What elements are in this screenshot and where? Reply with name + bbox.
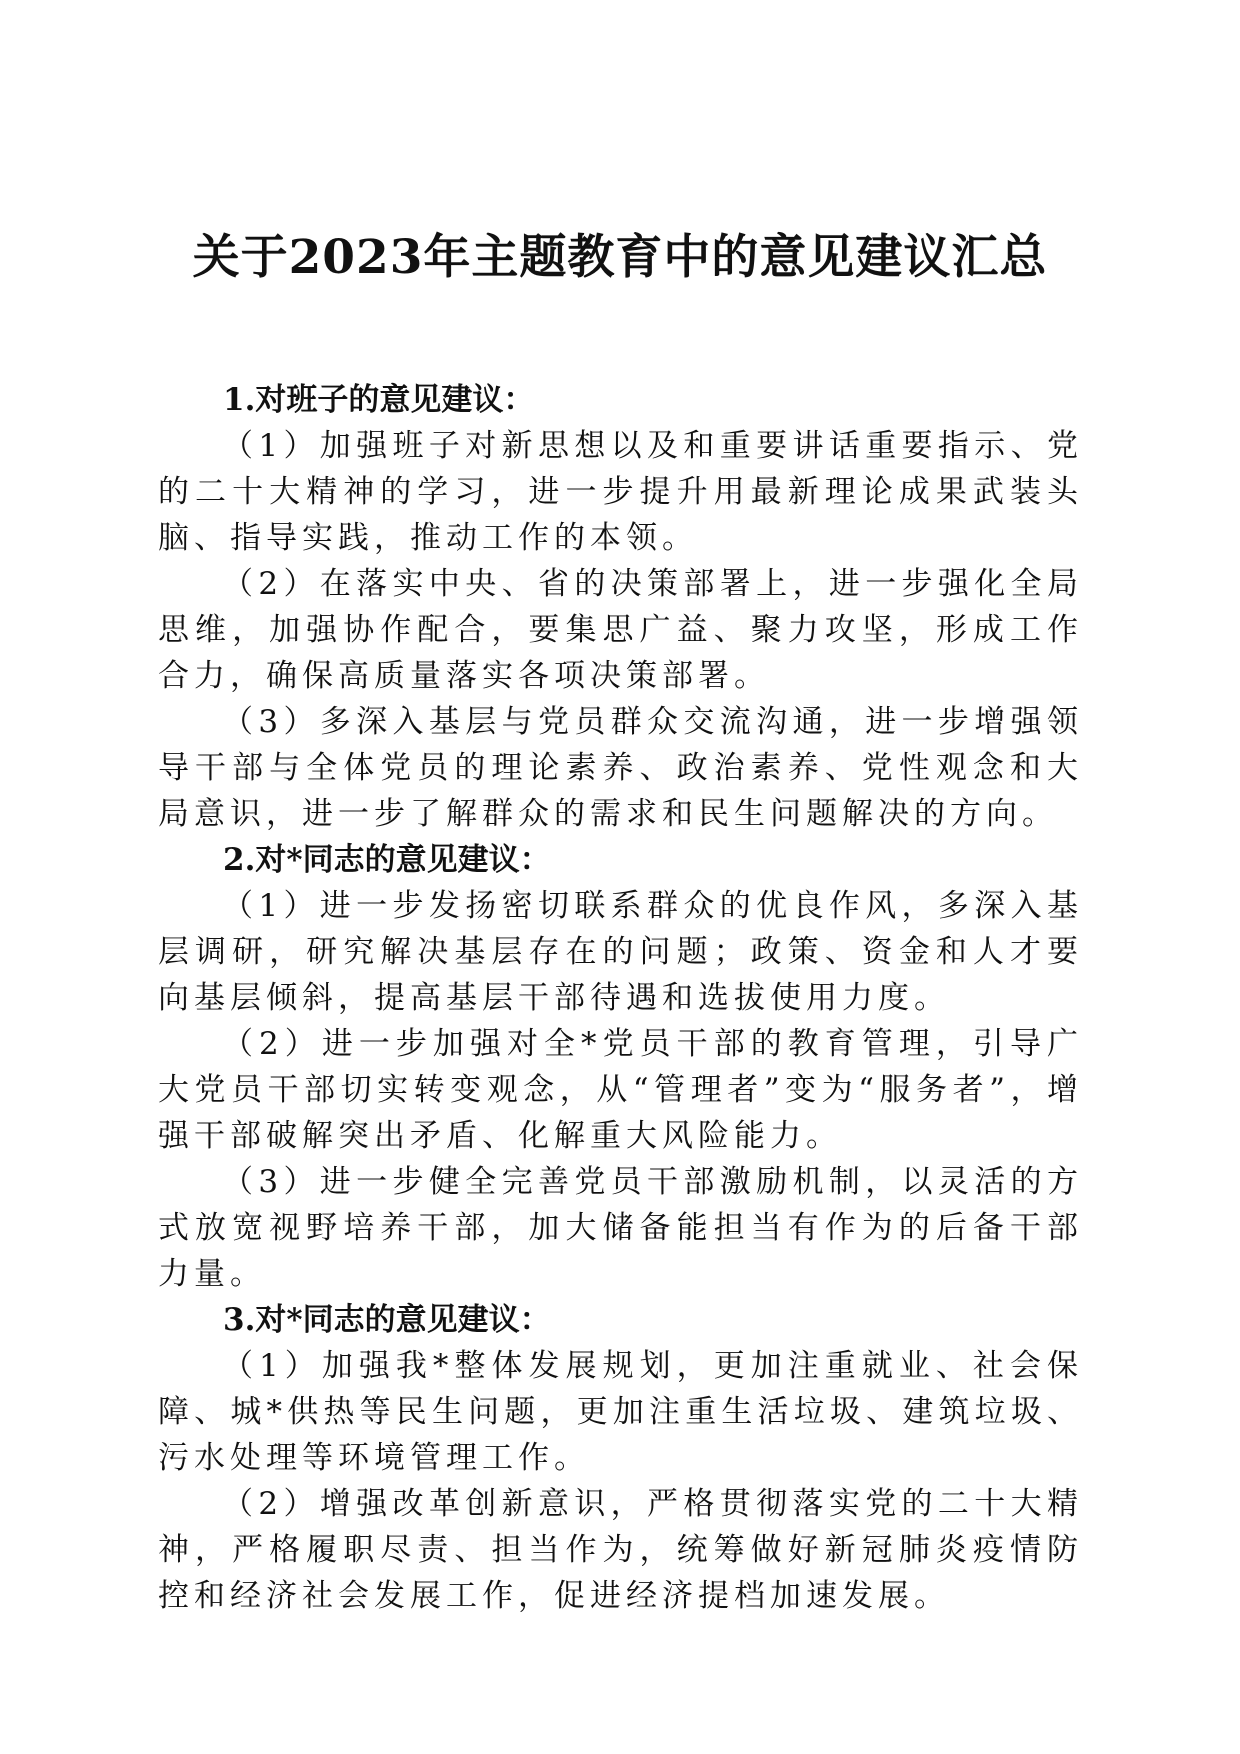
section-heading: 2.对*同志的意见建议： — [223, 842, 551, 878]
document-body — [158, 377, 1083, 1619]
suggestion-item: （1）进一步发扬密切联系群众的优良作风，多深入基层调研，研究解决基层存在的问题；政策、资金和人才要向基层倾斜，提高基层干部待遇和选拔使用力度。 — [158, 888, 1083, 1016]
section-1 — [158, 377, 1083, 837]
suggestion-item: （1）加强我*整体发展规划，更加注重就业、社会保障、城*供热等民生问题，更加注重生活垃圾、建筑垃圾、污水处理等环境管理工作。 — [158, 1348, 1083, 1476]
suggestion-item: （2）增强改革创新意识，严格贯彻落实党的二十大精神，严格履职尽责、担当作为，统筹做好新冠肺炎疫情防控和经济社会发展工作，促进经济提档加速发展。 — [158, 1486, 1083, 1614]
suggestion-item: （2）在落实中央、省的决策部署上，进一步强化全局思维，加强协作配合，要集思广益、聚力攻坚，形成工作合力，确保高质量落实各项决策部署。 — [158, 566, 1083, 694]
section-heading: 1.对班子的意见建议： — [223, 382, 535, 418]
suggestion-item: （3）多深入基层与党员群众交流沟通，进一步增强领导干部与全体党员的理论素养、政治素养、党性观念和大局意识，进一步了解群众的需求和民生问题解决的方向。 — [158, 704, 1083, 832]
suggestion-item: （3）进一步健全完善党员干部激励机制，以灵活的方式放宽视野培养干部，加大储备能担当有作为的后备干部力量。 — [158, 1164, 1083, 1292]
suggestion-item: （2）进一步加强对全*党员干部的教育管理，引导广大党员干部切实转变观念，从“管理者”变为“服务者”，增强干部破解突出矛盾、化解重大风险能力。 — [158, 1026, 1083, 1154]
section-2 — [158, 837, 1083, 1297]
suggestion-item: （1）加强班子对新思想以及和重要讲话重要指示、党的二十大精神的学习，进一步提升用最新理论成果武装头脑、指导实践，推动工作的本领。 — [158, 428, 1083, 556]
section-3 — [158, 1297, 1083, 1619]
document-title: 关于2023年主题教育中的意见建议汇总 — [192, 230, 1048, 285]
section-heading: 3.对*同志的意见建议： — [223, 1302, 551, 1338]
